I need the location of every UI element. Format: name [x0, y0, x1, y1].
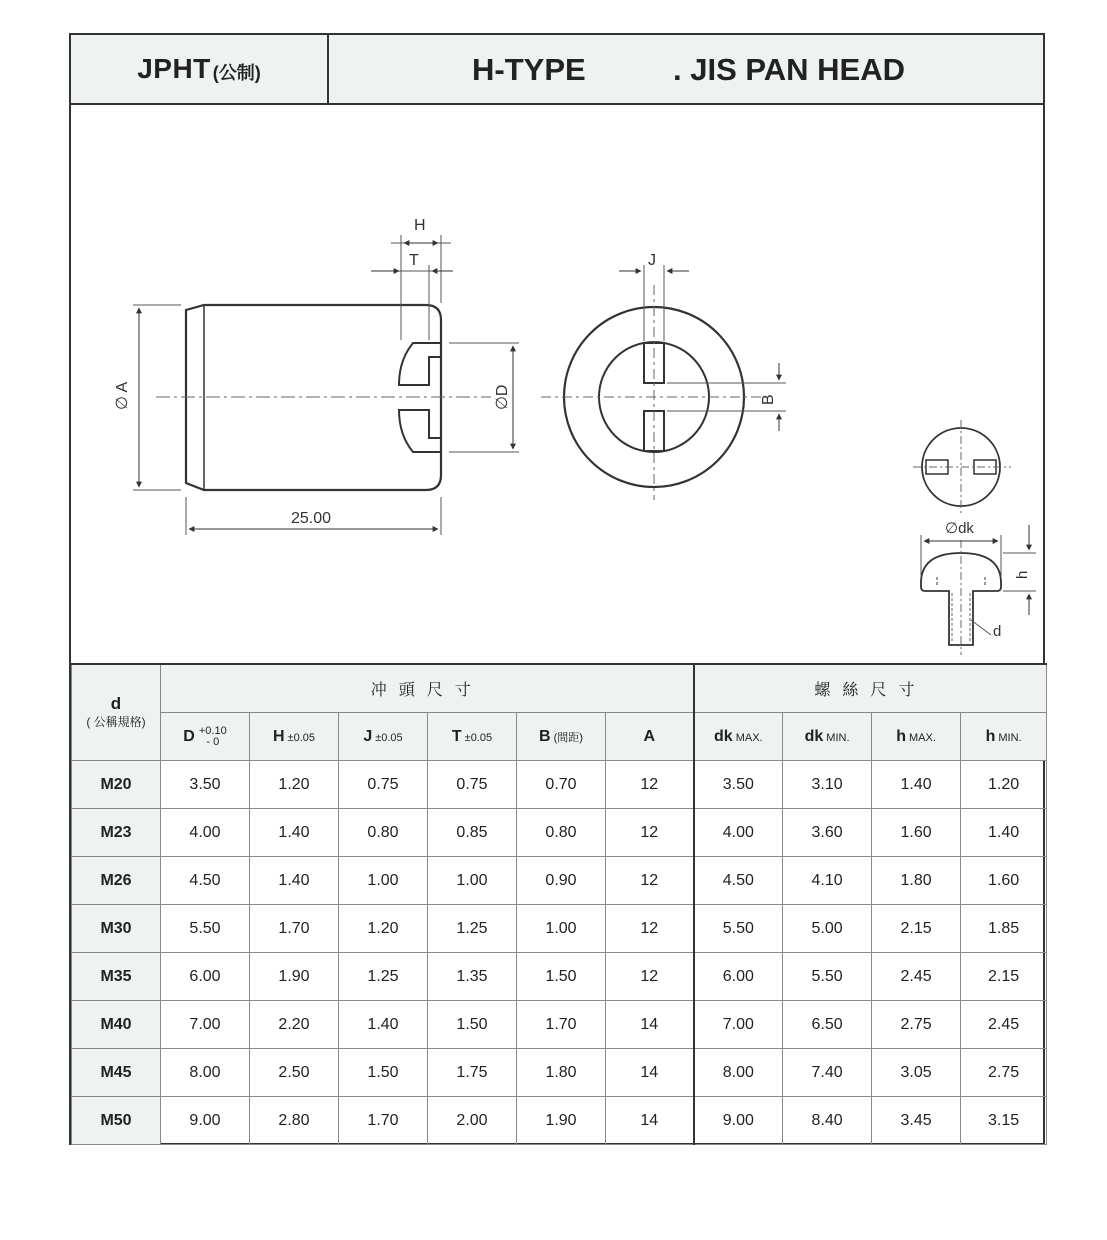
table-row	[72, 905, 1047, 953]
value-cell-J: 1.70	[339, 1097, 428, 1145]
value-cell-hmax: 1.80	[872, 857, 961, 905]
value-cell-dkmax: 5.50	[694, 905, 783, 953]
label-T: T	[409, 252, 419, 269]
size-cell: M50	[72, 1097, 161, 1145]
value-cell-T: 1.35	[428, 953, 517, 1001]
label-length: 25.00	[291, 510, 332, 527]
value-cell-T: 0.85	[428, 809, 517, 857]
column-header-hmin	[961, 713, 1047, 761]
column-label: T	[451, 727, 462, 745]
punch-tip-upper	[399, 343, 441, 385]
value-cell-D: 4.50	[161, 857, 250, 905]
size-header-sub: ( 公稱規格)	[86, 715, 146, 729]
column-header-B	[517, 713, 606, 761]
value-cell-J: 1.25	[339, 953, 428, 1001]
value-cell-hmax: 2.75	[872, 1001, 961, 1049]
size-cell: M30	[72, 905, 161, 953]
value-cell-hmin: 2.45	[961, 1001, 1047, 1049]
value-cell-T: 1.75	[428, 1049, 517, 1097]
value-cell-hmin: 2.15	[961, 953, 1047, 1001]
table-row	[72, 761, 1047, 809]
tolerance-minus: - 0	[206, 735, 220, 748]
value-cell-H: 1.70	[250, 905, 339, 953]
column-header-D	[161, 713, 250, 761]
label-B: B	[760, 394, 777, 405]
column-header-A	[606, 713, 694, 761]
column-header-J	[339, 713, 428, 761]
column-header-dkmax	[694, 713, 783, 761]
product-name: . JIS PAN HEAD	[673, 52, 905, 87]
column-label: D	[183, 727, 195, 745]
value-cell-dkmax: 9.00	[694, 1097, 783, 1145]
table-row	[72, 1049, 1047, 1097]
value-cell-D: 4.00	[161, 809, 250, 857]
value-cell-T: 2.00	[428, 1097, 517, 1145]
value-cell-D: 6.00	[161, 953, 250, 1001]
size-cell: M26	[72, 857, 161, 905]
value-cell-dkmax: 8.00	[694, 1049, 783, 1097]
value-cell-A: 12	[606, 953, 694, 1001]
value-cell-A: 14	[606, 1049, 694, 1097]
value-cell-T: 1.25	[428, 905, 517, 953]
label-d: d	[993, 623, 1002, 640]
value-cell-hmax: 1.60	[872, 809, 961, 857]
size-cell: M23	[72, 809, 161, 857]
table-row	[72, 1001, 1047, 1049]
technical-drawing	[71, 105, 1043, 663]
value-cell-dkmin: 6.50	[783, 1001, 872, 1049]
value-cell-J: 1.50	[339, 1049, 428, 1097]
value-cell-H: 1.40	[250, 809, 339, 857]
value-cell-D: 3.50	[161, 761, 250, 809]
value-cell-hmax: 3.45	[872, 1097, 961, 1145]
product-code: JPHT	[137, 53, 211, 84]
label-dk: ∅dk	[945, 520, 974, 537]
value-cell-dkmin: 5.00	[783, 905, 872, 953]
size-header-label: d	[110, 694, 122, 713]
value-cell-dkmax: 6.00	[694, 953, 783, 1001]
value-cell-hmax: 2.15	[872, 905, 961, 953]
value-cell-H: 2.20	[250, 1001, 339, 1049]
value-cell-A: 12	[606, 905, 694, 953]
value-cell-dkmin: 5.50	[783, 953, 872, 1001]
column-label: B	[539, 727, 551, 745]
value-cell-J: 0.80	[339, 809, 428, 857]
value-cell-dkmax: 7.00	[694, 1001, 783, 1049]
size-cell: M20	[72, 761, 161, 809]
value-cell-hmin: 1.85	[961, 905, 1047, 953]
value-cell-B: 0.70	[517, 761, 606, 809]
size-header	[72, 664, 161, 761]
value-cell-hmax: 1.40	[872, 761, 961, 809]
value-cell-D: 5.50	[161, 905, 250, 953]
size-cell: M45	[72, 1049, 161, 1097]
column-tolerance: MIN.	[998, 731, 1022, 744]
value-cell-dkmin: 4.10	[783, 857, 872, 905]
value-cell-B: 1.80	[517, 1049, 606, 1097]
column-header-T	[428, 713, 517, 761]
value-cell-A: 12	[606, 761, 694, 809]
column-label: h	[896, 727, 907, 745]
product-title-cell	[329, 35, 1043, 103]
value-cell-H: 1.20	[250, 761, 339, 809]
product-code-cell	[71, 35, 329, 103]
label-H: H	[414, 217, 426, 234]
table-row	[72, 857, 1047, 905]
value-cell-J: 0.75	[339, 761, 428, 809]
column-label: A	[643, 727, 656, 745]
column-label: H	[272, 727, 285, 745]
value-cell-hmin: 1.60	[961, 857, 1047, 905]
value-cell-A: 14	[606, 1097, 694, 1145]
value-cell-H: 2.80	[250, 1097, 339, 1145]
value-cell-A: 14	[606, 1001, 694, 1049]
size-cell: M40	[72, 1001, 161, 1049]
label-A: ∅ A	[114, 381, 131, 410]
column-tolerance: ±0.05	[287, 731, 315, 744]
tolerance-plus: +0.10	[198, 724, 227, 737]
column-tolerance: (間距)	[553, 731, 583, 744]
label-h: h	[1014, 570, 1031, 579]
value-cell-B: 0.90	[517, 857, 606, 905]
value-cell-B: 0.80	[517, 809, 606, 857]
group-screw-header: 螺絲尺寸	[694, 664, 1047, 713]
size-cell: M35	[72, 953, 161, 1001]
table-row	[72, 953, 1047, 1001]
product-type: H-TYPE	[472, 52, 586, 87]
column-label: h	[985, 727, 996, 745]
value-cell-hmin: 1.40	[961, 809, 1047, 857]
table-row	[72, 1097, 1047, 1145]
value-cell-J: 1.00	[339, 857, 428, 905]
column-header-row	[72, 713, 1047, 761]
column-header-H	[250, 713, 339, 761]
value-cell-dkmin: 3.10	[783, 761, 872, 809]
value-cell-H: 1.40	[250, 857, 339, 905]
column-label: J	[363, 727, 373, 745]
label-J: J	[648, 252, 656, 269]
value-cell-J: 1.20	[339, 905, 428, 953]
value-cell-B: 1.50	[517, 953, 606, 1001]
column-tolerance: MIN.	[826, 731, 850, 744]
value-cell-dkmax: 4.50	[694, 857, 783, 905]
value-cell-D: 9.00	[161, 1097, 250, 1145]
value-cell-H: 2.50	[250, 1049, 339, 1097]
spec-table	[71, 663, 1047, 1145]
column-tolerance: MAX.	[909, 731, 936, 744]
column-tolerance: ±0.05	[464, 731, 493, 744]
punch-tip-lower	[399, 410, 441, 452]
value-cell-hmax: 2.45	[872, 953, 961, 1001]
value-cell-T: 0.75	[428, 761, 517, 809]
table-row	[72, 809, 1047, 857]
value-cell-A: 12	[606, 809, 694, 857]
column-tolerance: MAX.	[735, 731, 763, 744]
column-header-hmax	[872, 713, 961, 761]
group-punch-header: 冲頭尺寸	[161, 664, 694, 713]
value-cell-B: 1.00	[517, 905, 606, 953]
spec-sheet	[69, 33, 1045, 1145]
column-tolerance: ±0.05	[375, 731, 403, 744]
value-cell-D: 8.00	[161, 1049, 250, 1097]
value-cell-hmax: 3.05	[872, 1049, 961, 1097]
value-cell-dkmax: 3.50	[694, 761, 783, 809]
column-header-dkmin	[783, 713, 872, 761]
column-label: dk	[804, 727, 824, 745]
value-cell-hmin: 3.15	[961, 1097, 1047, 1145]
value-cell-dkmin: 8.40	[783, 1097, 872, 1145]
value-cell-B: 1.90	[517, 1097, 606, 1145]
value-cell-B: 1.70	[517, 1001, 606, 1049]
value-cell-T: 1.00	[428, 857, 517, 905]
value-cell-T: 1.50	[428, 1001, 517, 1049]
value-cell-hmin: 1.20	[961, 761, 1047, 809]
label-D: ∅D	[494, 384, 511, 410]
product-code-sub: (公制)	[212, 63, 261, 83]
value-cell-dkmin: 3.60	[783, 809, 872, 857]
value-cell-dkmax: 4.00	[694, 809, 783, 857]
column-label: dk	[714, 727, 733, 745]
value-cell-dkmin: 7.40	[783, 1049, 872, 1097]
value-cell-D: 7.00	[161, 1001, 250, 1049]
value-cell-A: 12	[606, 857, 694, 905]
value-cell-H: 1.90	[250, 953, 339, 1001]
title-bar	[71, 35, 1043, 105]
spec-table-body	[72, 761, 1047, 1145]
value-cell-J: 1.40	[339, 1001, 428, 1049]
value-cell-hmin: 2.75	[961, 1049, 1047, 1097]
